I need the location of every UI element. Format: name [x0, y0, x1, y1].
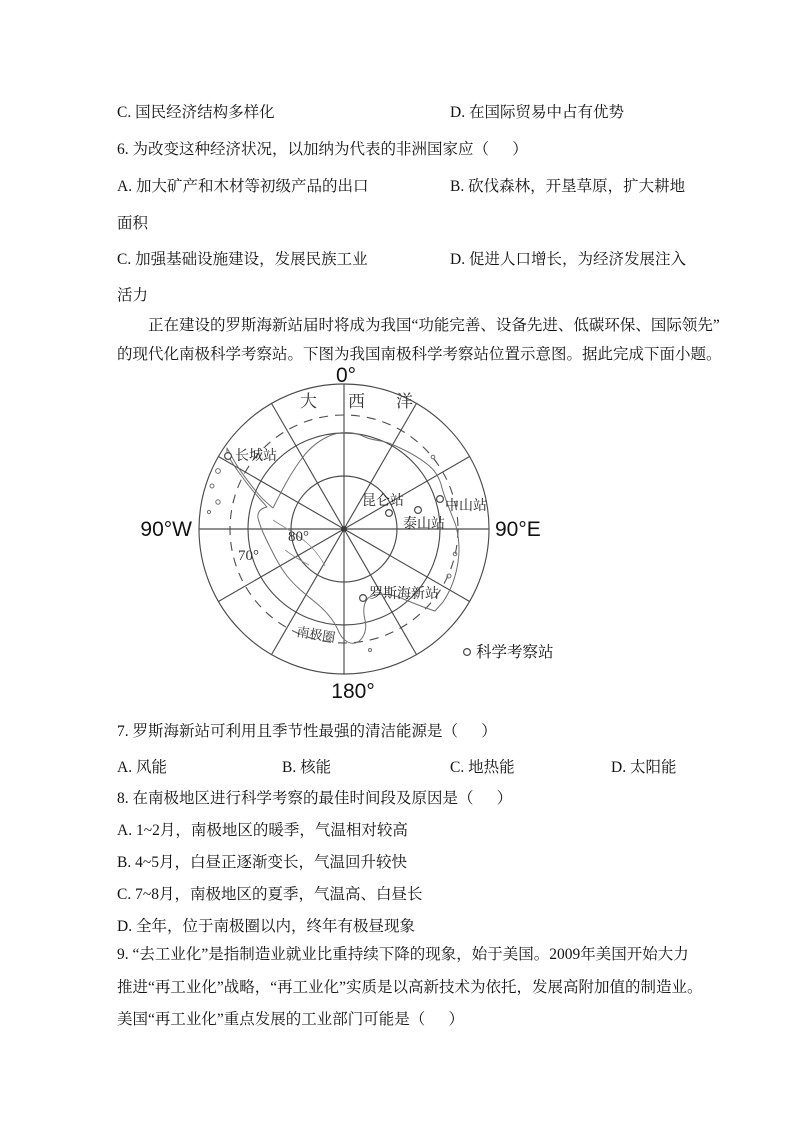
meridian-0-label: 0°: [335, 364, 357, 387]
taishan-station-label: 泰山站: [403, 517, 445, 532]
q6-option-d-continuation: 活力: [117, 287, 149, 304]
meridian-180-label: 180°: [331, 680, 375, 703]
q8-option-a: A. 1~2月，南极地区的暖季，气温相对较高: [117, 822, 408, 839]
q5-option-c: C. 国民经济结构多样化: [117, 104, 275, 121]
atlantic-ocean-label: 大西洋: [300, 392, 444, 411]
taishan-station-marker: [415, 507, 422, 514]
q6-option-d: D. 促进人口增长，为经济发展注入: [450, 251, 686, 268]
south-pole-dot: [341, 526, 347, 532]
q7-option-c: C. 地热能: [450, 759, 515, 776]
antarctica-coastline: [227, 433, 459, 644]
kunlun-station-marker: [386, 510, 393, 517]
antarctic-circle-label: 南极圈: [295, 624, 337, 646]
question-7-stem: 7. 罗斯海新站可利用且季节性最强的清洁能源是（ ）: [117, 723, 497, 740]
question-8-stem: 8. 在南极地区进行科学考察的最佳时间段及原因是（ ）: [117, 790, 513, 807]
question-9-line1: 9. “去工业化”是指制造业就业比重持续下降的现象，始于美国。2009年美国开始大力: [117, 946, 689, 963]
intro-paragraph-line2: 的现代化南极科学考察站。下图为我国南极科学考察站位置示意图。据此完成下面小题。: [117, 346, 722, 363]
q7-option-b: B. 核能: [282, 759, 332, 776]
meridian-90e-label: 90°E: [495, 518, 541, 541]
kunlun-station-label: 昆仑站: [362, 494, 404, 509]
q6-option-c: C. 加强基础设施建设，发展民族工业: [117, 251, 368, 268]
meridian-90w-label: 90°W: [140, 518, 192, 541]
q6-option-b-continuation: 面积: [117, 215, 149, 232]
q8-option-b: B. 4~5月，白昼正逐渐变长，气温回升较快: [117, 854, 407, 871]
q6-option-a: A. 加大矿产和木材等初级产品的出口: [117, 178, 369, 195]
q8-option-c: C. 7~8月，南极地区的夏季，气温高、白昼长: [117, 886, 423, 903]
q5-option-d: D. 在国际贸易中占有优势: [450, 104, 624, 121]
zhongshan-station-marker: [437, 496, 444, 503]
legend-station-label: 科学考察站: [476, 644, 554, 661]
question-9-line3: 美国“再工业化”重点发展的工业部门可能是（ ）: [117, 1011, 465, 1028]
intro-paragraph-line1: 正在建设的罗斯海新站届时将成为我国“功能完善、设备先进、低碳环保、国际领先”: [148, 317, 720, 334]
q6-option-b: B. 砍伐森林，开垦草原，扩大耕地: [450, 178, 686, 195]
latitude-70-label: 70°: [238, 548, 259, 564]
rosshai-station-label: 罗斯海新站: [369, 587, 439, 602]
latitude-80-label: 80°: [288, 529, 309, 545]
q7-option-d: D. 太阳能: [611, 759, 677, 776]
q7-option-a: A. 风能: [117, 759, 167, 776]
changcheng-station-marker: [225, 453, 232, 460]
question-9-line2: 推进“再工业化”战略，“再工业化”实质是以高新技术为依托，发展高附加值的制造业。: [117, 979, 703, 996]
legend-station-marker: [464, 649, 471, 656]
q8-option-d: D. 全年，位于南极圈以内，终年有极昼现象: [117, 918, 415, 935]
rosshai-station-marker: [360, 595, 367, 602]
changcheng-station-label: 长城站: [235, 449, 277, 464]
question-6-stem: 6. 为改变这种经济状况，以加纳为代表的非洲国家应（ ）: [117, 141, 528, 158]
zhongshan-station-label: 中山站: [445, 499, 487, 514]
antarctica-map: [115, 360, 587, 708]
